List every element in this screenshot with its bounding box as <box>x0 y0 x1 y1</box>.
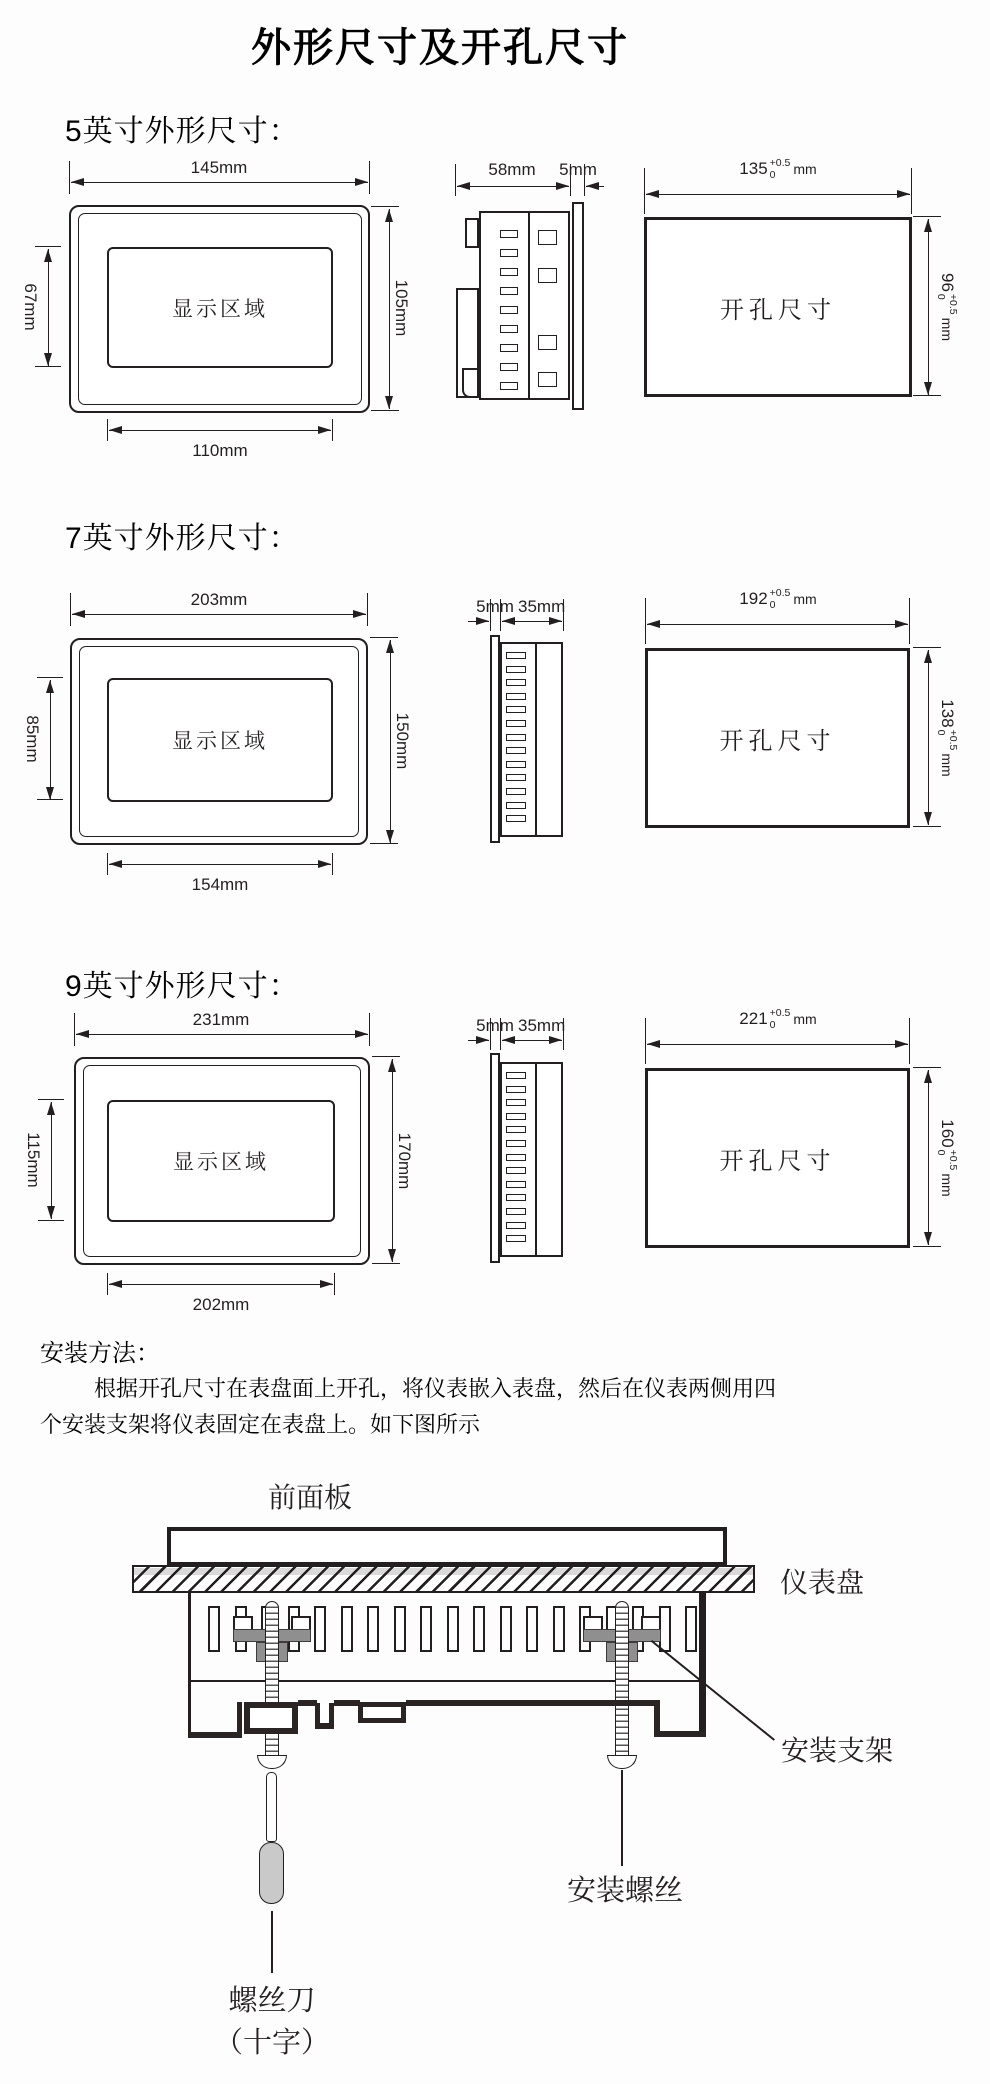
screw-leader-line <box>621 1770 623 1866</box>
cutout-view-9 <box>645 1068 910 1248</box>
terminal-slot <box>506 1194 526 1201</box>
terminal-slot <box>506 1086 526 1093</box>
bezel-dimension-label-7: 5mm <box>476 597 514 616</box>
terminal-slot <box>506 761 526 768</box>
terminal-slot <box>500 249 518 257</box>
page-title: 外形尺寸及开孔尺寸 <box>251 26 629 70</box>
terminal-slot <box>506 706 526 713</box>
side-view-5-divider <box>528 213 530 398</box>
cutout-width-arrow-9 <box>647 1044 908 1045</box>
depth-dimension-label-7: 35mm <box>518 597 566 616</box>
height-dimension-label-5: 105mm <box>392 279 411 337</box>
terminal-slot <box>500 382 518 390</box>
terminal-slot <box>506 652 526 659</box>
area-width-dimension-arrow-9 <box>109 1284 333 1285</box>
ext-line <box>913 395 941 396</box>
cutout-height-label-9: 160 +0.5 0 mm <box>935 1119 960 1197</box>
cutout-label-9: 开孔尺寸 <box>719 1148 836 1175</box>
section-5-title: 5英寸外形尺寸： <box>65 115 300 148</box>
vent-slot <box>341 1606 353 1652</box>
profile-step <box>237 1702 242 1738</box>
install-heading: 安装方法： <box>40 1341 160 1367</box>
section-7-title: 7英寸外形尺寸： <box>65 522 300 555</box>
depth-dimension-arrow-7 <box>502 621 562 622</box>
screwdriver-shaft <box>266 1772 277 1842</box>
terminal-port <box>538 335 557 350</box>
cutout-height-arrow-5 <box>928 219 929 395</box>
height-dimension-arrow-7 <box>390 640 391 843</box>
ext-line <box>645 598 646 644</box>
terminal-port <box>538 268 557 283</box>
display-area-7: 显示区域 <box>107 678 333 802</box>
terminal-slot <box>506 666 526 673</box>
depth-dimension-arrow-9 <box>502 1040 562 1041</box>
side-view-5-bezel <box>572 202 584 410</box>
depth-dimension-label-9: 35mm <box>518 1016 566 1035</box>
cutout-height-arrow-9 <box>928 1070 929 1245</box>
body-right-edge <box>699 1592 706 1737</box>
ext-line <box>107 853 108 875</box>
ext-line <box>372 1263 400 1264</box>
ext-line <box>645 1018 646 1064</box>
ext-line <box>370 843 398 844</box>
profile-segment <box>334 1700 360 1706</box>
vent-slot <box>447 1606 459 1652</box>
area-width-dimension-label-7: 154mm <box>191 875 249 894</box>
ext-line <box>107 1273 108 1295</box>
vent-slot <box>526 1606 538 1652</box>
terminal-port <box>538 230 557 245</box>
cutout-label-7: 开孔尺寸 <box>719 728 836 755</box>
height-dimension-arrow-5 <box>389 209 390 409</box>
terminal-slot <box>506 802 526 809</box>
ext-line <box>913 1067 941 1068</box>
ext-line <box>367 593 368 626</box>
terminal-slot <box>506 734 526 741</box>
ext-line <box>35 246 61 247</box>
ext-line <box>911 168 912 214</box>
side-view-9-divider <box>535 1064 537 1255</box>
area-height-dimension-label-7: 85mm <box>23 715 42 763</box>
width-dimension-label-7: 203mm <box>190 590 248 609</box>
width-dimension-label-5: 145mm <box>190 158 248 177</box>
terminal-slot <box>500 230 518 238</box>
width-dimension-arrow-5 <box>71 182 368 183</box>
bezel-dimension-arrow-5 <box>586 186 604 187</box>
vent-slot <box>473 1606 485 1652</box>
cutout-view-5 <box>644 217 912 397</box>
area-width-dimension-arrow-5 <box>109 430 331 431</box>
area-width-dimension-label-9: 202mm <box>192 1295 250 1314</box>
profile-bottom-right <box>654 1731 706 1737</box>
width-dimension-arrow-7 <box>72 614 366 615</box>
area-height-dimension-label-9: 115mm <box>24 1132 43 1188</box>
ext-line <box>372 1056 400 1057</box>
mounting-screw-right-head <box>607 1755 637 1769</box>
terminal-slot <box>506 1072 526 1079</box>
cutout-height-arrow-7 <box>928 650 929 825</box>
terminal-slot <box>500 306 518 314</box>
terminal-slot <box>506 1099 526 1106</box>
terminal-slot <box>500 363 518 371</box>
area-height-dimension-arrow-5 <box>48 249 49 366</box>
panel-board-label: 仪表盘 <box>780 1568 865 1599</box>
bracket-label: 安装支架 <box>781 1736 894 1767</box>
terminal-slot <box>506 693 526 700</box>
front-panel <box>167 1527 727 1566</box>
ext-line <box>334 1273 335 1295</box>
area-height-dimension-label-5: 67mm <box>21 283 40 331</box>
vent-slot <box>685 1606 697 1652</box>
area-width-dimension-arrow-7 <box>109 864 331 865</box>
screw-label: 安装螺丝 <box>566 1875 683 1907</box>
area-height-dimension-arrow-7 <box>50 680 51 800</box>
screwdriver-label-line1: 螺丝刀 <box>228 1985 316 2017</box>
terminal-slot <box>500 287 518 295</box>
height-dimension-arrow-9 <box>392 1059 393 1262</box>
terminal-slot <box>500 268 518 276</box>
terminal-slot <box>506 1167 526 1174</box>
cutout-width-arrow-5 <box>646 194 910 195</box>
depth-dimension-arrow-5 <box>457 186 569 187</box>
vent-slot <box>420 1606 432 1652</box>
bezel-dimension-label-5: 5mm <box>559 160 597 179</box>
ext-line <box>332 419 333 441</box>
width-dimension-label-9: 231mm <box>192 1010 250 1029</box>
ext-line <box>107 419 108 441</box>
terminal-slot <box>506 774 526 781</box>
terminal-slot <box>506 1222 526 1229</box>
profile-screw-pocket <box>244 1702 298 1734</box>
profile-pocket <box>358 1702 406 1723</box>
mounting-screw-right-thread <box>615 1601 629 1756</box>
area-width-dimension-label-5: 110mm <box>192 441 248 460</box>
terminal-slot <box>500 344 518 352</box>
vent-slot <box>367 1606 379 1652</box>
profile-bottom-left <box>188 1732 242 1738</box>
ext-line <box>913 1246 941 1247</box>
terminal-slot <box>506 1235 526 1242</box>
bracket-leader-line <box>651 1640 775 1741</box>
ext-line <box>38 1099 64 1100</box>
terminal-slot <box>506 1208 526 1215</box>
front-panel-label: 前面板 <box>267 1483 352 1514</box>
bezel-dimension-label-9: 5mm <box>476 1016 514 1035</box>
ext-line <box>909 1018 910 1064</box>
ext-line <box>74 1013 75 1046</box>
ext-line <box>371 206 399 207</box>
width-dimension-arrow-9 <box>76 1034 368 1035</box>
ext-line <box>370 637 398 638</box>
terminal-slot <box>506 1181 526 1188</box>
display-area-9: 显示区域 <box>107 1100 335 1222</box>
ext-line <box>913 647 941 648</box>
screwdriver-label-line2: （十字） <box>213 2027 330 2059</box>
ext-line <box>644 168 645 214</box>
terminal-slot <box>506 1113 526 1120</box>
ext-line <box>455 164 456 196</box>
height-dimension-label-9: 170mm <box>395 1132 414 1190</box>
ext-line <box>913 826 941 827</box>
terminal-port <box>538 372 557 387</box>
cutout-width-label-7: 192 +0.5 0 mm <box>739 586 817 611</box>
cutout-label-5: 开孔尺寸 <box>720 297 836 324</box>
ext-line <box>369 1013 370 1046</box>
ext-line <box>70 593 71 626</box>
vent-slot <box>553 1606 565 1652</box>
terminal-slot <box>506 1154 526 1161</box>
height-dimension-label-7: 150mm <box>393 712 412 770</box>
terminal-slot <box>506 815 526 822</box>
instrument-panel-board <box>132 1565 755 1593</box>
vent-slot <box>208 1606 220 1652</box>
cutout-view-7 <box>645 648 910 828</box>
cutout-width-arrow-7 <box>647 624 908 625</box>
install-paragraph-line1: 根据开孔尺寸在表盘面上开孔，将仪表嵌入表盘，然后在仪表两侧用四 <box>94 1376 777 1401</box>
bezel-dimension-arrow-9 <box>468 1040 489 1041</box>
vent-slot <box>314 1606 326 1652</box>
terminal-slot <box>506 747 526 754</box>
ext-line <box>35 366 61 367</box>
ext-line <box>371 410 399 411</box>
terminal-slot <box>506 679 526 686</box>
ext-line <box>913 216 941 217</box>
bezel-dimension-arrow-7 <box>468 621 489 622</box>
ext-line <box>69 161 70 194</box>
terminal-slot <box>506 1140 526 1147</box>
side-view-5-top-tab <box>465 218 479 248</box>
ext-line <box>38 1220 64 1221</box>
screwdriver-handle <box>259 1842 284 1904</box>
side-view-9-bezel <box>490 1053 500 1263</box>
vent-slot <box>500 1606 512 1652</box>
section-9-title: 9英寸外形尺寸： <box>65 970 300 1003</box>
cutout-height-label-5: 96 +0.5 0 mm <box>935 273 960 341</box>
cutout-width-label-5: 135 +0.5 0 mm <box>739 156 817 181</box>
terminal-slot <box>500 325 518 333</box>
cutout-width-label-9: 221 +0.5 0 mm <box>739 1006 817 1031</box>
depth-dimension-label-5: 58mm <box>488 160 536 179</box>
ext-line <box>37 677 63 678</box>
install-paragraph-line2: 个安装支架将仪表固定在表盘上。如下图所示 <box>40 1412 481 1437</box>
body-left-edge <box>188 1592 191 1738</box>
cutout-height-label-7: 138 +0.5 0 mm <box>935 699 960 777</box>
profile-notch <box>315 1703 334 1729</box>
ext-line <box>332 853 333 875</box>
terminal-slot <box>506 720 526 727</box>
mounting-screw-left-head <box>257 1755 287 1769</box>
side-view-7-divider <box>535 644 537 835</box>
terminal-slot <box>506 788 526 795</box>
terminal-slot <box>506 1126 526 1133</box>
ext-line <box>369 161 370 194</box>
area-height-dimension-arrow-9 <box>51 1102 52 1219</box>
display-area-5: 显示区域 <box>107 247 333 368</box>
side-view-7-bezel <box>490 635 500 843</box>
ext-line <box>909 598 910 644</box>
screwdriver-leader-line <box>271 1911 273 1973</box>
panel-board-hatching <box>134 1567 753 1591</box>
vent-slot <box>394 1606 406 1652</box>
profile-segment <box>406 1700 657 1706</box>
side-view-5-bottom-tab <box>462 368 479 398</box>
